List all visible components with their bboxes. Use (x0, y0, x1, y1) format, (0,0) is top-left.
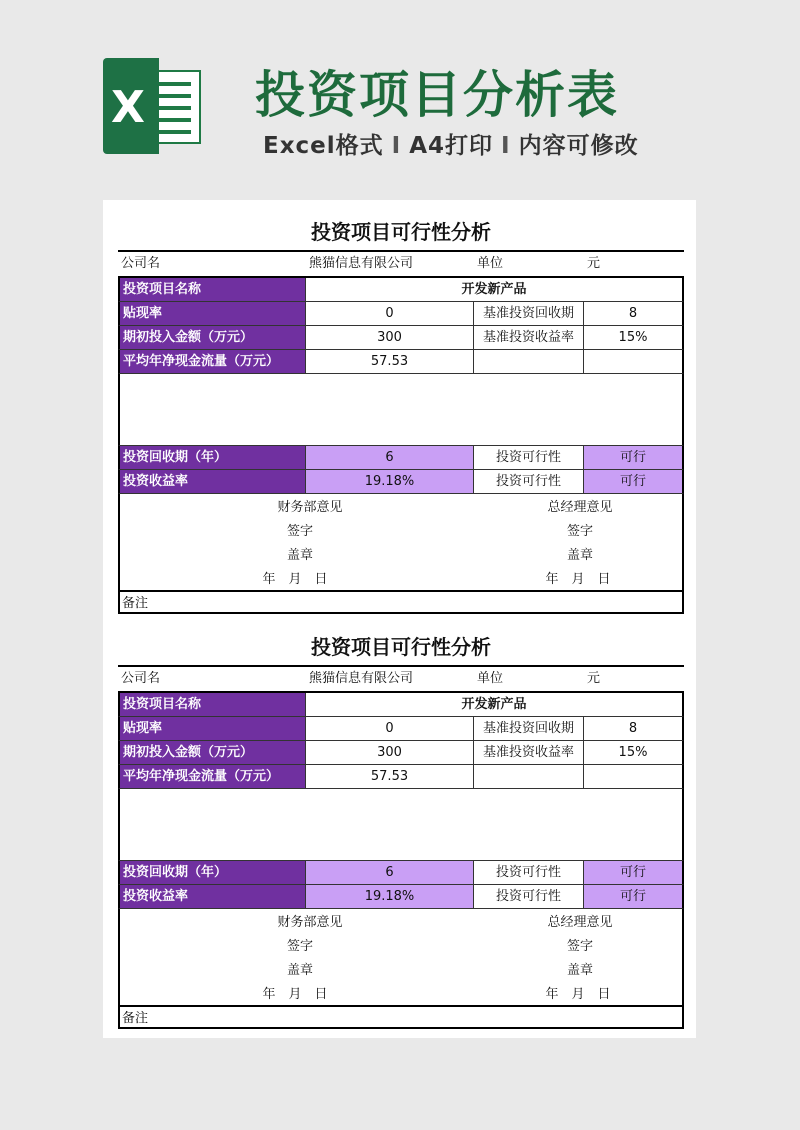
subtitle-separator: I (501, 133, 511, 159)
page-title: 投资项目分析表 (255, 66, 619, 124)
row-label-2: 基准投资收益率 (474, 741, 584, 765)
company-row (118, 252, 684, 278)
result-row (118, 861, 684, 885)
row-label-2 (474, 350, 584, 374)
table-row (118, 326, 684, 350)
row-value[interactable]: 300 (306, 741, 474, 765)
result-value[interactable]: 6 (306, 446, 474, 470)
unit-label: 单位 (477, 671, 504, 686)
row-label: 平均年净现金流量（万元） (118, 350, 306, 374)
subtitle-print: A4打印 (409, 133, 494, 159)
row-value[interactable]: 300 (306, 326, 474, 350)
row-label-2 (474, 765, 584, 789)
row-label: 期初投入金额（万元） (118, 741, 306, 765)
table-row (118, 302, 684, 326)
row-value[interactable]: 57.53 (306, 350, 474, 374)
subtitle-separator: I (391, 133, 402, 159)
row-label-2: 基准投资回收期 (474, 717, 584, 741)
feasibility-label: 投资可行性 (474, 885, 584, 909)
row-value-2[interactable] (584, 765, 684, 789)
gm-opinion-label: 总经理意见 (547, 500, 613, 515)
row-value-2[interactable]: 15% (584, 741, 684, 765)
project-label: 投资项目名称 (118, 278, 306, 302)
result-label: 投资回收期（年） (118, 861, 306, 885)
project-row (118, 278, 684, 302)
date-label: 年 月 日 (262, 987, 328, 1002)
result-row (118, 885, 684, 909)
seal-label: 盖章 (286, 963, 313, 978)
blank-area[interactable] (118, 789, 684, 861)
feasibility-label: 投资可行性 (474, 470, 584, 494)
company-value[interactable]: 熊猫信息有限公司 (309, 256, 414, 271)
result-label: 投资回收期（年） (118, 446, 306, 470)
row-value-2[interactable] (584, 350, 684, 374)
unit-value[interactable]: 元 (587, 671, 601, 686)
project-value[interactable]: 开发新产品 (306, 278, 684, 302)
table-row (118, 741, 684, 765)
remark-row[interactable]: 备注 (118, 590, 684, 614)
project-row (118, 693, 684, 717)
date-label: 年 月 日 (545, 572, 611, 587)
logo-letter: X (111, 82, 145, 133)
subtitle-format: Excel格式 (263, 133, 384, 159)
row-label-2: 基准投资收益率 (474, 326, 584, 350)
result-row (118, 446, 684, 470)
row-value-2[interactable]: 15% (584, 326, 684, 350)
company-label: 公司名 (121, 671, 161, 686)
sign-label: 签字 (566, 524, 593, 539)
form-title: 投资项目可行性分析 (118, 212, 684, 252)
feasibility-label: 投资可行性 (474, 861, 584, 885)
header (0, 0, 800, 200)
subtitle-edit: 内容可修改 (518, 133, 639, 159)
subtitle (263, 127, 639, 160)
result-value[interactable]: 6 (306, 861, 474, 885)
seal-label: 盖章 (286, 548, 313, 563)
project-label: 投资项目名称 (118, 693, 306, 717)
feasibility-value[interactable]: 可行 (584, 861, 684, 885)
sign-label: 签字 (286, 524, 313, 539)
table-row (118, 765, 684, 789)
row-value-2[interactable]: 8 (584, 717, 684, 741)
signature-area (118, 494, 684, 590)
row-label: 贴现率 (118, 302, 306, 326)
sign-label: 签字 (566, 939, 593, 954)
gm-opinion-label: 总经理意见 (547, 915, 613, 930)
form-title: 投资项目可行性分析 (118, 627, 684, 667)
date-label: 年 月 日 (262, 572, 328, 587)
row-value-2[interactable]: 8 (584, 302, 684, 326)
finance-opinion-label: 财务部意见 (277, 500, 343, 515)
analysis-form (118, 627, 684, 1029)
row-value[interactable]: 0 (306, 717, 474, 741)
excel-icon (103, 58, 203, 154)
remark-row[interactable]: 备注 (118, 1005, 684, 1029)
analysis-form (118, 212, 684, 614)
signature-area (118, 909, 684, 1005)
seal-label: 盖章 (566, 963, 593, 978)
unit-label: 单位 (477, 256, 504, 271)
finance-opinion-label: 财务部意见 (277, 915, 343, 930)
unit-value[interactable]: 元 (587, 256, 601, 271)
feasibility-label: 投资可行性 (474, 446, 584, 470)
result-label: 投资收益率 (118, 885, 306, 909)
company-row (118, 667, 684, 693)
feasibility-value[interactable]: 可行 (584, 470, 684, 494)
sign-label: 签字 (286, 939, 313, 954)
company-label: 公司名 (121, 256, 161, 271)
feasibility-value[interactable]: 可行 (584, 446, 684, 470)
company-value[interactable]: 熊猫信息有限公司 (309, 671, 414, 686)
row-label: 平均年净现金流量（万元） (118, 765, 306, 789)
project-value[interactable]: 开发新产品 (306, 693, 684, 717)
result-value[interactable]: 19.18% (306, 885, 474, 909)
seal-label: 盖章 (566, 548, 593, 563)
table-row (118, 717, 684, 741)
result-value[interactable]: 19.18% (306, 470, 474, 494)
row-label: 期初投入金额（万元） (118, 326, 306, 350)
row-label: 贴现率 (118, 717, 306, 741)
blank-area[interactable] (118, 374, 684, 446)
row-label-2: 基准投资回收期 (474, 302, 584, 326)
feasibility-value[interactable]: 可行 (584, 885, 684, 909)
result-row (118, 470, 684, 494)
table-row (118, 350, 684, 374)
date-label: 年 月 日 (545, 987, 611, 1002)
row-value[interactable]: 0 (306, 302, 474, 326)
row-value[interactable]: 57.53 (306, 765, 474, 789)
result-label: 投资收益率 (118, 470, 306, 494)
